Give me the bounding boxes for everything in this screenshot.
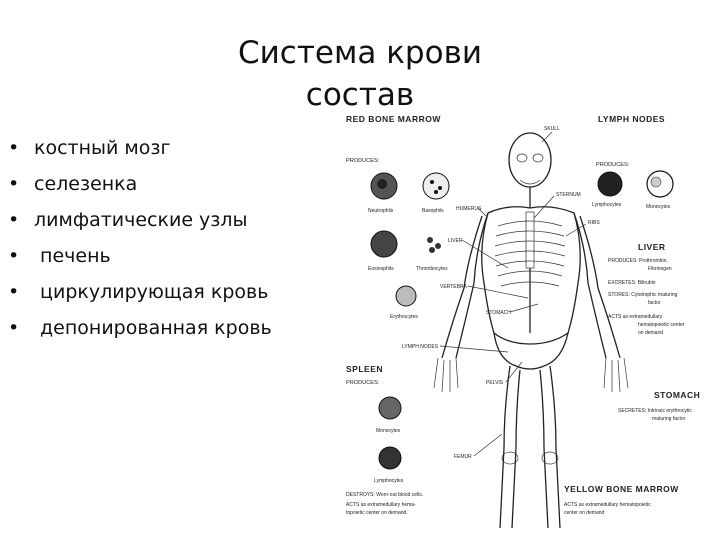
- bullet-glyph: •: [8, 245, 20, 267]
- bullet-item: [6, 241, 272, 277]
- slide-title: [0, 32, 720, 116]
- rib: [496, 261, 564, 266]
- bullet-text: депонированная кровь: [34, 317, 272, 339]
- bullet-item: [6, 169, 272, 205]
- cell-granule: [434, 190, 438, 194]
- cell-label-basophils: Basophils: [422, 208, 444, 214]
- blood-system-figure: [338, 108, 720, 540]
- rib: [498, 221, 562, 226]
- bullet-text: циркулирующая кровь: [34, 281, 269, 303]
- right-femur: [550, 366, 560, 528]
- cell-label-erythrocytes: Erythrocytes: [390, 314, 418, 320]
- rib: [495, 241, 565, 246]
- bullet-item: [6, 205, 272, 241]
- bullet-glyph: •: [8, 137, 20, 159]
- body-label-sternum: STERNUM: [556, 192, 581, 198]
- bullet-text: лимфатические узлы: [34, 209, 248, 231]
- body-label-skull: SKULL: [544, 126, 560, 132]
- rib: [495, 251, 565, 256]
- cell-label-monocytes: Monocytes: [376, 428, 401, 434]
- liver-line: PRODUCES: Prothrombin,: [608, 258, 668, 264]
- cell-label-lymphocytes: Lymphocytes: [592, 202, 622, 208]
- cell-granule: [438, 186, 442, 190]
- bullet-text: костный мозг: [34, 137, 171, 159]
- spleen-line: ACTS as extramedullary hema-: [346, 502, 416, 508]
- liver-line: Fibrinogen: [648, 266, 672, 272]
- stomach-heading: STOMACH: [654, 390, 701, 400]
- stomach-line: maturing factor: [652, 416, 686, 422]
- liver-heading: LIVER: [638, 242, 666, 252]
- jaw-line: [520, 180, 540, 184]
- bullet-item: [6, 313, 272, 349]
- bullet-list: [6, 133, 272, 349]
- liver-line: factor: [648, 300, 661, 306]
- bullet-text: печень: [34, 245, 111, 267]
- left-leg-inner: [512, 370, 520, 528]
- skull-shape: [509, 133, 551, 187]
- right-leg-inner: [540, 370, 548, 528]
- erythrocyte-cell: [396, 286, 416, 306]
- lymphocyte-cell: [598, 172, 622, 196]
- bullet-glyph: •: [8, 209, 20, 231]
- thrombocyte-cell: [435, 243, 441, 249]
- eye-socket: [517, 154, 527, 162]
- bullet-glyph: •: [8, 317, 20, 339]
- body-label-vertebra: VERTEBRA: [440, 284, 467, 290]
- body-label-liver: LIVER: [448, 238, 463, 244]
- liver-line: ACTS as extramedullary: [608, 314, 663, 320]
- cell-nucleus: [651, 177, 661, 187]
- title-line-1: Система крови: [238, 35, 482, 71]
- sternum-bone: [526, 212, 534, 268]
- cell-label-eosinophils: Eosinophils: [368, 266, 394, 272]
- eosinophil-cell: [371, 231, 397, 257]
- bullet-item: [6, 277, 272, 313]
- yellow-marrow-line: center on demand: [564, 510, 605, 516]
- cell-nucleus: [377, 179, 387, 189]
- right-hand: [604, 358, 628, 392]
- skeleton-drawing: [434, 133, 628, 528]
- thrombocyte-cell: [429, 247, 435, 253]
- right-arm-inner: [580, 216, 620, 358]
- monocyte-cell: [379, 397, 401, 419]
- cell-drawings: [371, 171, 673, 469]
- thrombocyte-cell: [427, 237, 433, 243]
- cell-label-lymphocytes: Lymphocytes: [374, 478, 404, 484]
- cell-label-neutrophils: Neutrophils: [368, 208, 394, 214]
- lymph-produces: PRODUCES:: [596, 162, 630, 168]
- red-marrow-produces: PRODUCES:: [346, 158, 380, 164]
- left-femur: [500, 366, 510, 528]
- basophil-cell: [423, 173, 449, 199]
- body-label-ribs: RIBS: [588, 220, 600, 226]
- bullet-glyph: •: [8, 173, 20, 195]
- bullet-glyph: •: [8, 281, 20, 303]
- lymph-nodes-heading: LYMPH NODES: [598, 114, 666, 124]
- liver-line: STORES: Cytotrophic maturing: [608, 292, 678, 298]
- stomach-line: SECRETES: Intrinsic erythrocytic: [618, 408, 692, 414]
- bullet-text: селезенка: [34, 173, 138, 195]
- cell-label-thrombocytes: Thrombocytes: [416, 266, 448, 272]
- liver-line: hematopoietic center: [638, 322, 685, 328]
- body-label-pelvis: PELVIS: [486, 380, 504, 386]
- bullet-item: [6, 133, 272, 169]
- anatomy-illustration: [338, 108, 720, 540]
- body-label-femur: FEMUR: [454, 454, 472, 460]
- body-label-humerus: HUMERUS: [456, 206, 482, 212]
- yellow-marrow-line: ACTS as extramedullary hematopoietic: [564, 502, 651, 508]
- liver-line: EXCRETES: Bilirubin: [608, 280, 656, 286]
- spleen-line: DESTROYS: Worn-out blood cells.: [346, 492, 424, 498]
- spleen-produces: PRODUCES:: [346, 380, 380, 386]
- lymphocyte-cell: [379, 447, 401, 469]
- eye-socket: [533, 154, 543, 162]
- liver-line: on demand: [638, 330, 664, 336]
- cell-granule: [430, 180, 434, 184]
- pelvis-bone: [494, 333, 568, 369]
- left-hand: [434, 358, 458, 392]
- body-label-stomach: STOMACH: [486, 310, 511, 316]
- rib: [496, 231, 564, 236]
- spleen-line: topoietic center on demand.: [346, 510, 408, 516]
- yellow-marrow-heading: YELLOW BONE MARROW: [564, 484, 679, 494]
- title-line-2: состав: [305, 77, 415, 113]
- cell-label-monocytes: Monocytes: [646, 204, 671, 210]
- body-label-lymph-nodes: LYMPH NODES: [402, 344, 439, 350]
- spleen-heading: SPLEEN: [346, 364, 384, 374]
- red-marrow-heading: RED BONE MARROW: [346, 114, 441, 124]
